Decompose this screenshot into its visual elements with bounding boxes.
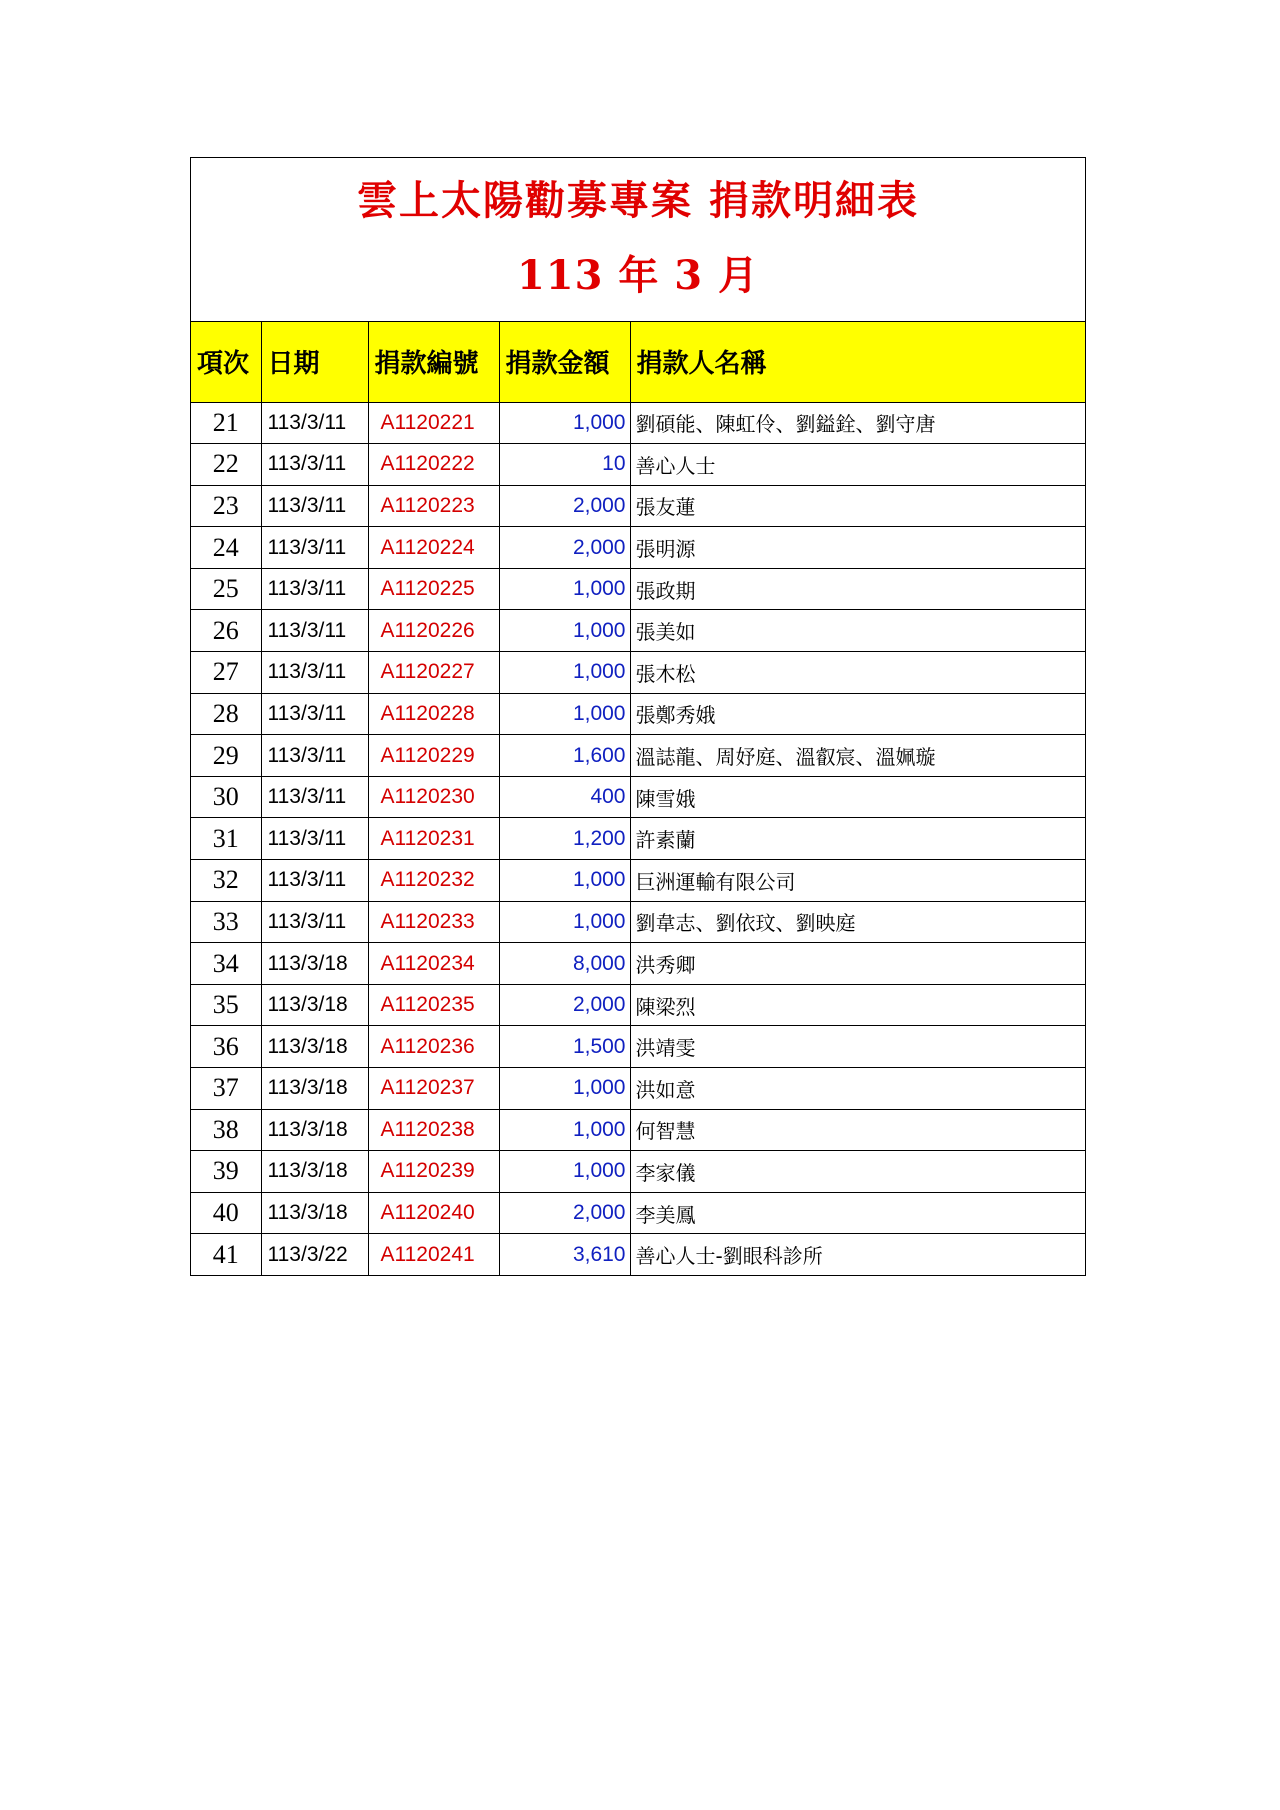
- row-donor-name: 溫誌龍、周妤庭、溫叡宸、溫姵璇: [630, 735, 1085, 777]
- row-donor-name: 張美如: [630, 610, 1085, 652]
- row-index: 29: [191, 735, 261, 777]
- table-row: [191, 1151, 1085, 1193]
- table-row: [191, 818, 1085, 860]
- header-row: [191, 322, 1085, 402]
- row-date: 113/3/11: [261, 901, 368, 943]
- row-date: 113/3/11: [261, 693, 368, 735]
- row-date: 113/3/11: [261, 735, 368, 777]
- table-row: [191, 943, 1085, 985]
- row-index: 39: [191, 1151, 261, 1193]
- row-amount: 2,000: [499, 1192, 630, 1234]
- table-row: [191, 1234, 1085, 1275]
- table-row: [191, 402, 1085, 444]
- row-index: 33: [191, 901, 261, 943]
- row-amount: 1,000: [499, 1068, 630, 1110]
- row-date: 113/3/11: [261, 568, 368, 610]
- row-donation-code: A1120241: [368, 1234, 499, 1275]
- header-code: 捐款編號: [368, 322, 499, 402]
- table-row: [191, 984, 1085, 1026]
- table-row: [191, 527, 1085, 569]
- row-donation-code: A1120231: [368, 818, 499, 860]
- row-amount: 1,600: [499, 735, 630, 777]
- row-index: 30: [191, 776, 261, 818]
- header-date: 日期: [261, 322, 368, 402]
- row-donation-code: A1120240: [368, 1192, 499, 1234]
- header-index: 項次: [191, 322, 261, 402]
- table-row: [191, 1192, 1085, 1234]
- row-index: 35: [191, 984, 261, 1026]
- row-index: 23: [191, 485, 261, 527]
- row-amount: 2,000: [499, 485, 630, 527]
- row-donor-name: 劉碩能、陳虹伶、劉鎰銓、劉守唐: [630, 402, 1085, 444]
- row-donor-name: 張木松: [630, 652, 1085, 694]
- title-block: [191, 158, 1085, 322]
- row-donation-code: A1120230: [368, 776, 499, 818]
- table-row: [191, 444, 1085, 486]
- row-amount: 1,000: [499, 901, 630, 943]
- row-index: 38: [191, 1109, 261, 1151]
- row-amount: 2,000: [499, 527, 630, 569]
- donation-table: [191, 322, 1085, 1275]
- row-index: 31: [191, 818, 261, 860]
- row-date: 113/3/18: [261, 1109, 368, 1151]
- row-donation-code: A1120232: [368, 860, 499, 902]
- row-amount: 1,000: [499, 568, 630, 610]
- row-amount: 1,000: [499, 860, 630, 902]
- row-donation-code: A1120222: [368, 444, 499, 486]
- row-date: 113/3/11: [261, 776, 368, 818]
- row-index: 24: [191, 527, 261, 569]
- row-date: 113/3/18: [261, 943, 368, 985]
- table-row: [191, 776, 1085, 818]
- row-amount: 1,000: [499, 693, 630, 735]
- row-index: 32: [191, 860, 261, 902]
- row-donation-code: A1120236: [368, 1026, 499, 1068]
- row-donation-code: A1120228: [368, 693, 499, 735]
- row-donation-code: A1120226: [368, 610, 499, 652]
- row-amount: 2,000: [499, 984, 630, 1026]
- row-index: 21: [191, 402, 261, 444]
- row-amount: 400: [499, 776, 630, 818]
- page-title: 雲上太陽勸募專案 捐款明細表: [357, 177, 919, 224]
- row-donor-name: 善心人士: [630, 444, 1085, 486]
- header-amount: 捐款金額: [499, 322, 630, 402]
- row-donor-name: 陳梁烈: [630, 984, 1085, 1026]
- row-amount: 8,000: [499, 943, 630, 985]
- row-index: 25: [191, 568, 261, 610]
- donation-sheet: [190, 157, 1086, 1276]
- row-donor-name: 劉韋志、劉依玟、劉映庭: [630, 901, 1085, 943]
- row-index: 22: [191, 444, 261, 486]
- row-donor-name: 李家儀: [630, 1151, 1085, 1193]
- row-date: 113/3/11: [261, 444, 368, 486]
- row-date: 113/3/11: [261, 610, 368, 652]
- row-date: 113/3/11: [261, 402, 368, 444]
- row-index: 40: [191, 1192, 261, 1234]
- table-row: [191, 693, 1085, 735]
- row-donation-code: A1120238: [368, 1109, 499, 1151]
- row-amount: 3,610: [499, 1234, 630, 1275]
- table-row: [191, 1026, 1085, 1068]
- table-row: [191, 860, 1085, 902]
- row-date: 113/3/11: [261, 652, 368, 694]
- row-donor-name: 張明源: [630, 527, 1085, 569]
- row-donation-code: A1120227: [368, 652, 499, 694]
- row-date: 113/3/11: [261, 860, 368, 902]
- row-donation-code: A1120234: [368, 943, 499, 985]
- table-row: [191, 610, 1085, 652]
- row-donation-code: A1120235: [368, 984, 499, 1026]
- row-donor-name: 李美鳳: [630, 1192, 1085, 1234]
- row-index: 37: [191, 1068, 261, 1110]
- table-row: [191, 735, 1085, 777]
- table-body: [191, 402, 1085, 1275]
- row-donor-name: 洪靖雯: [630, 1026, 1085, 1068]
- row-date: 113/3/18: [261, 1026, 368, 1068]
- header-name: 捐款人名稱: [630, 322, 1085, 402]
- table-row: [191, 652, 1085, 694]
- row-date: 113/3/18: [261, 1192, 368, 1234]
- row-amount: 1,000: [499, 610, 630, 652]
- table-row: [191, 1068, 1085, 1110]
- row-index: 26: [191, 610, 261, 652]
- table-row: [191, 568, 1085, 610]
- row-donation-code: A1120229: [368, 735, 499, 777]
- row-donation-code: A1120221: [368, 402, 499, 444]
- row-date: 113/3/11: [261, 485, 368, 527]
- row-donor-name: 洪秀卿: [630, 943, 1085, 985]
- row-amount: 1,500: [499, 1026, 630, 1068]
- row-date: 113/3/18: [261, 1151, 368, 1193]
- row-donor-name: 善心人士-劉眼科診所: [630, 1234, 1085, 1275]
- row-index: 41: [212, 1239, 239, 1269]
- row-index: 34: [191, 943, 261, 985]
- row-date: 113/3/11: [261, 527, 368, 569]
- row-donation-code: A1120237: [368, 1068, 499, 1110]
- row-amount: 10: [499, 444, 630, 486]
- row-donor-name: 洪如意: [630, 1068, 1085, 1110]
- row-amount: 1,200: [499, 818, 630, 860]
- row-donor-name: 巨洲運輸有限公司: [630, 860, 1085, 902]
- row-donor-name: 陳雪娥: [630, 776, 1085, 818]
- row-amount: 1,000: [499, 652, 630, 694]
- row-donor-name: 張友蓮: [630, 485, 1085, 527]
- period-subtitle: 113 年 3 月: [516, 252, 760, 299]
- row-donor-name: 張鄭秀娥: [630, 693, 1085, 735]
- table-row: [191, 1109, 1085, 1151]
- row-donor-name: 張政期: [630, 568, 1085, 610]
- row-donation-code: A1120225: [368, 568, 499, 610]
- row-index: 27: [191, 652, 261, 694]
- row-date: 113/3/22: [261, 1234, 368, 1275]
- row-donation-code: A1120224: [368, 527, 499, 569]
- row-donation-code: A1120233: [368, 901, 499, 943]
- row-donor-name: 何智慧: [630, 1109, 1085, 1151]
- row-index: 36: [191, 1026, 261, 1068]
- row-amount: 1,000: [499, 402, 630, 444]
- row-amount: 1,000: [499, 1109, 630, 1151]
- row-date: 113/3/18: [261, 1068, 368, 1110]
- table-row: [191, 901, 1085, 943]
- row-donation-code: A1120239: [368, 1151, 499, 1193]
- row-index: 28: [191, 693, 261, 735]
- row-date: 113/3/18: [261, 984, 368, 1026]
- row-donation-code: A1120223: [368, 485, 499, 527]
- row-date: 113/3/11: [261, 818, 368, 860]
- row-donor-name: 許素蘭: [630, 818, 1085, 860]
- table-row: [191, 485, 1085, 527]
- row-amount: 1,000: [499, 1151, 630, 1193]
